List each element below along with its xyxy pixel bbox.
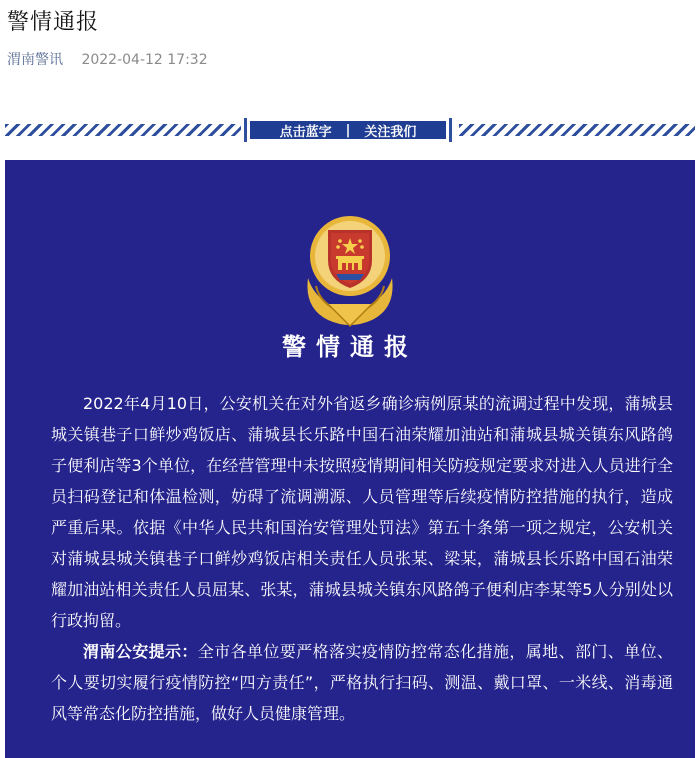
notice-paragraph: 2022年4月10日，公安机关在对外省返乡确诊病例原某的流调过程中发现，蒲城县城关镇巷子口鲜炒鸡饭店、蒲城县长乐路中国石油荣耀加油站和蒲城县城关镇东风路鸽子便利店等3个单位，在经营管理中未按照疫情期间相关防疫规定要求对进入人员进行全员扫码登记和体温检测，妨碍了流调溯源、人员管理等后续疫情防控措施的执行，造成严重后果。依据《中华人民共和国治安管理处罚法》第五十条第一项之规定，公安机关对蒲城县城关镇巷子口鲜炒鸡饭店相关责任人员张某、梁某，蒲城县长乐路中国石油荣耀加油站相关责任人员屈某、张某，蒲城县城关镇东风路鸽子便利店李某等5人分别处以行政拘留。 [51,394,673,630]
notice-body [51,388,673,729]
police-emblem-icon [298,208,402,328]
chevron-stripe-left [5,124,241,136]
follow-separator: | [345,122,351,138]
account-name-link[interactable]: 渭南警讯 [7,52,63,68]
follow-label-left: 点击蓝字 [279,124,332,140]
notice-panel [5,160,695,758]
publish-date: 2022-04-12 17:32 [81,52,208,68]
article-title: 警情通报 [7,10,100,35]
follow-button[interactable] [244,118,452,142]
notice-tip [51,636,673,729]
tip-label: 渭南公安提示： [83,642,198,661]
follow-label-right: 关注我们 [364,124,417,140]
tip-text: 全市各单位要严格落实疫情防控常态化措施，属地、部门、单位、个人要切实履行疫情防控“四方责任”，严格执行扫码、测温、戴口罩、一米线、消毒通风等常态化防控措施，做好人员健康管理。 [51,642,673,723]
article-meta [7,50,208,70]
notice-title: 警情通报 [282,333,418,361]
follow-banner[interactable] [5,118,695,142]
chevron-stripe-right [459,124,695,136]
